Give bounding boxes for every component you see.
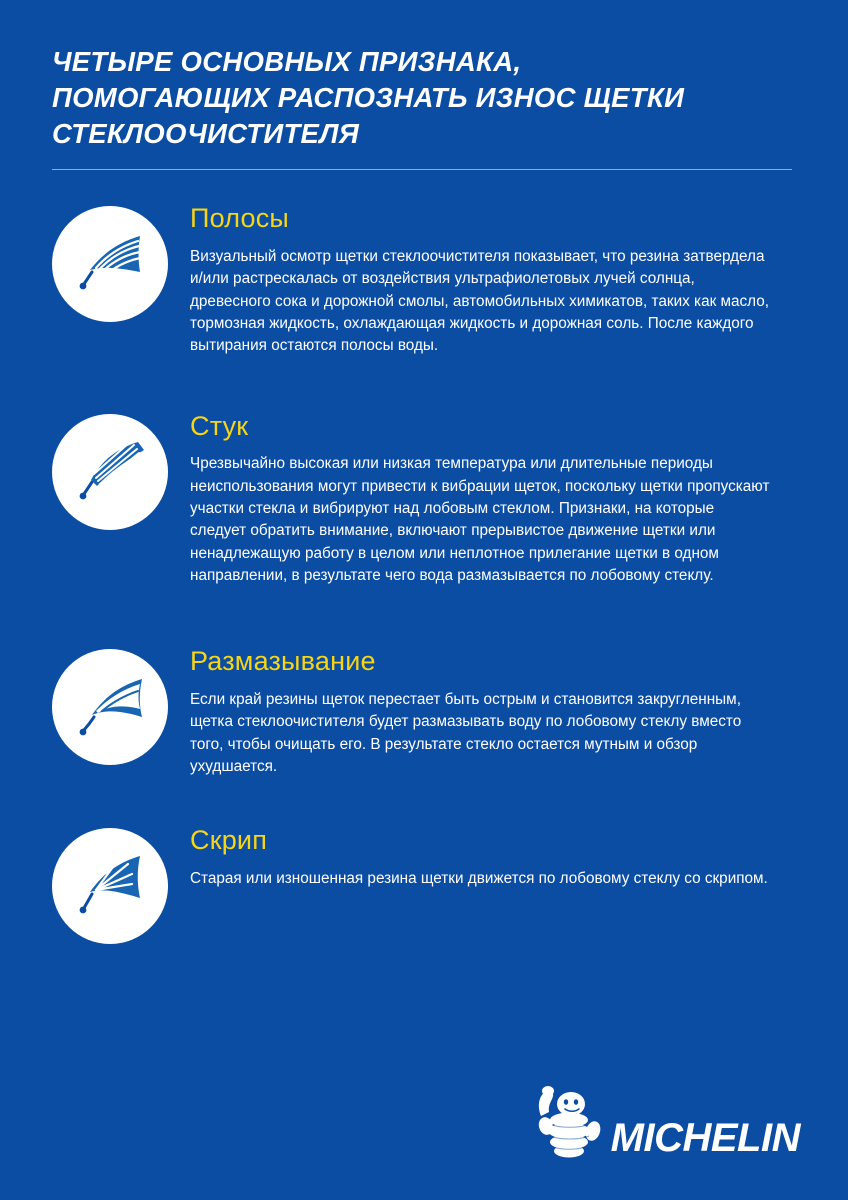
wiper-streaks-icon	[52, 206, 168, 322]
page-title-line-1: ЧЕТЫРЕ ОСНОВНЫХ ПРИЗНАКА,	[52, 46, 522, 77]
section-chatter-title: Стук	[190, 410, 249, 441]
wiper-chatter-icon	[52, 414, 168, 530]
section-chatter-body	[190, 408, 770, 588]
wiper-squeak-icon	[52, 828, 168, 944]
section-squeak-body	[190, 822, 770, 890]
section-streaks	[52, 200, 792, 357]
sections-list	[0, 170, 848, 944]
page-title-line-2: ПОМОГАЮЩИХ РАСПОЗНАТЬ ИЗНОС ЩЕТКИ	[52, 81, 685, 113]
wiper-smearing-icon	[52, 649, 168, 765]
section-smearing-title: Размазывание	[190, 646, 376, 677]
page-title	[52, 44, 792, 151]
brand-name: MICHELIN	[610, 1116, 800, 1160]
section-streaks-body	[190, 200, 770, 357]
section-smearing-body	[190, 643, 770, 778]
section-streaks-text: Визуальный осмотр щетки стеклоочистителя показывает, что резина затвердела и/или растрескалась от воздействия ультрафиолетовых лучей солнца, древесного сока и дорожной смолы, автомобильных химикатов, таких как масло, тормозная жидкость, охлаждающая жидкость и дорожная соль. После каждого вытирания остаются полосы воды.	[190, 247, 770, 355]
section-streaks-title: Полосы	[190, 203, 290, 234]
brand-footer	[519, 1082, 800, 1162]
section-squeak-text: Старая или изношенная резина щетки движется по лобовому стеклу со скрипом.	[190, 869, 768, 887]
section-chatter-text: Чрезвычайно высокая или низкая температура или длительные периоды неиспользования могут привести к вибрации щеток, поскольку щетки пропускают участки стекла и вибрируют над лобовым стеклом. Признаки, на которые следует обратить внимание, включают прерывистое движение щетки или ненадлежащую работу в целом или неплотное прилегание щетки в одном направлении, в результате чего вода размазывается по лобовому стеклу.	[190, 455, 770, 584]
section-squeak	[52, 822, 792, 944]
page-title-line-3: СТЕКЛООЧИСТИТЕЛЯ	[52, 117, 360, 149]
header	[0, 0, 848, 151]
section-chatter	[52, 408, 792, 588]
section-smearing	[52, 643, 792, 778]
bibendum-icon	[519, 1084, 605, 1162]
section-smearing-text: Если край резины щеток перестает быть острым и становится закругленным, щетка стеклоочистителя будет размазывать воду по лобовому стеклу вместо того, чтобы очищать его. В результате стекло остается мутным и обзор ухудшается.	[190, 690, 742, 775]
section-squeak-title: Скрип	[190, 825, 268, 856]
